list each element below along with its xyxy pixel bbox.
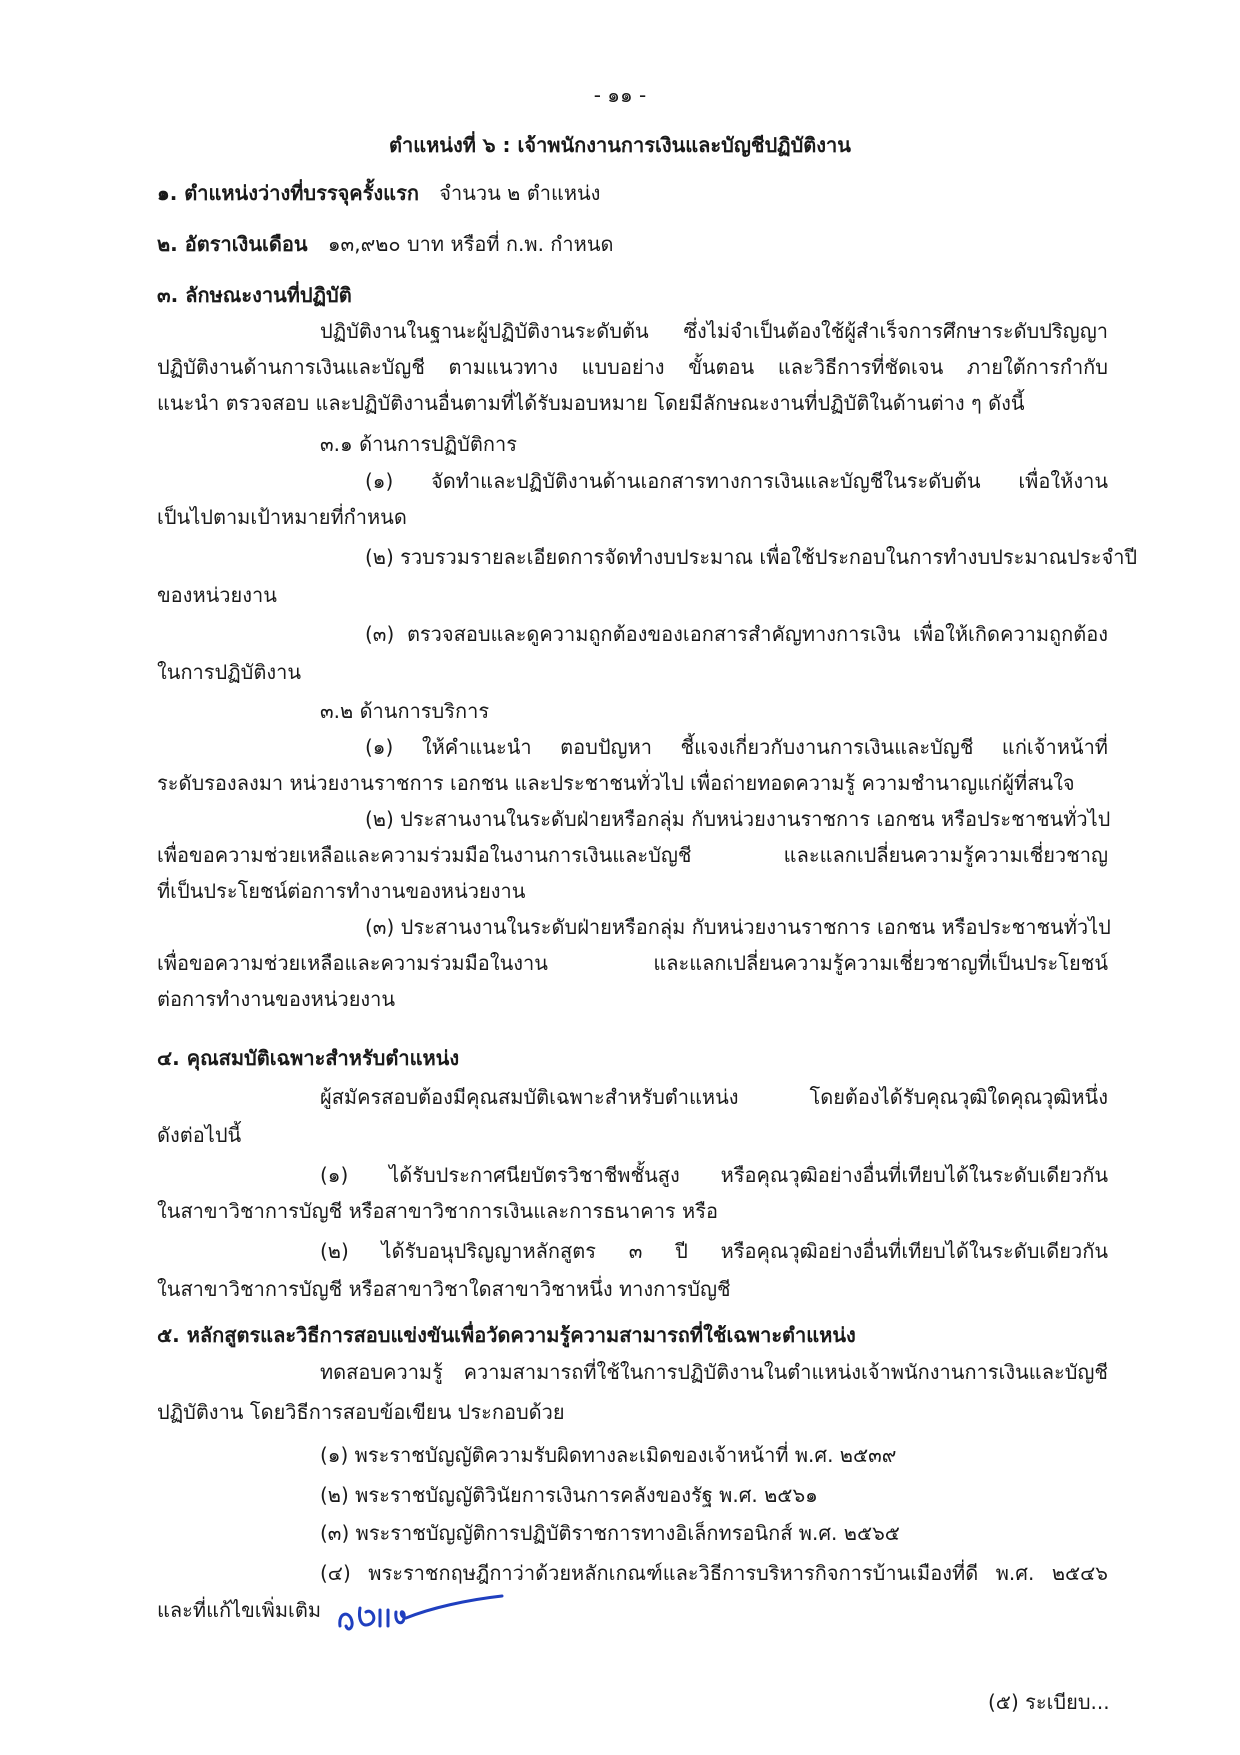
paragraph-line: ปฏิบัติงานด้านการเงินและบัญชี ตามแนวทาง แบบอย่าง ขั้นตอน และวิธีการที่ชัดเจน ภายใต้การกำกับ	[157, 355, 1108, 379]
list-item: (๒) ได้รับอนุปริญญาหลักสูตร ๓ ปี หรือคุณวุฒิอย่างอื่นที่เทียบได้ในระดับเดียวกัน	[320, 1239, 1108, 1263]
paragraph-line: ดังต่อไปนี้	[157, 1123, 242, 1147]
list-item-cont: เป็นไปตามเป้าหมายที่กำหนด	[157, 505, 407, 529]
section-1-heading: ๑. ตำแหน่งว่างที่บรรจุครั้งแรก	[157, 181, 419, 205]
next-page-reference: (๕) ระเบียบ...	[988, 1690, 1110, 1714]
section-2-text: ๑๓,๙๒๐ บาท หรือที่ ก.พ. กำหนด	[327, 232, 614, 256]
section-5-heading: ๕. หลักสูตรและวิธีการสอบแข่งขันเพื่อวัดความรู้ความสามารถที่ใช้เฉพาะตำแหน่ง	[157, 1323, 856, 1347]
list-item-cont: เพื่อขอความช่วยเหลือและความร่วมมือในงานการเงินและบัญชี และแลกเปลี่ยนความรู้ความเชี่ยวชาญ	[157, 843, 1108, 867]
list-item-cont: ของหน่วยงาน	[157, 583, 277, 607]
list-item-cont: ที่เป็นประโยชน์ต่อการทำงานของหน่วยงาน	[157, 879, 526, 903]
list-item: (๒) พระราชบัญญัติวินัยการเงินการคลังของรัฐ พ.ศ. ๒๕๖๑	[320, 1483, 818, 1507]
section-1-text: จำนวน ๒ ตำแหน่ง	[439, 181, 601, 205]
section-4-heading: ๔. คุณสมบัติเฉพาะสำหรับตำแหน่ง	[157, 1046, 460, 1070]
list-item-cont: ในสาขาวิชาการบัญชี หรือสาขาวิชาการเงินและการธนาคาร หรือ	[157, 1199, 718, 1223]
paragraph-line: ปฏิบัติงาน โดยวิธีการสอบข้อเขียน ประกอบด้วย	[157, 1400, 565, 1424]
page-number: - ๑๑ -	[593, 83, 647, 107]
section-2	[157, 229, 613, 259]
list-item-cont: เพื่อขอความช่วยเหลือและความร่วมมือในงาน และแลกเปลี่ยนความรู้ความเชี่ยวชาญที่เป็นประโยชน์	[157, 951, 1108, 975]
paragraph-line: ปฏิบัติงานในฐานะผู้ปฏิบัติงานระดับต้น ซึ่งไม่จำเป็นต้องใช้ผู้สำเร็จการศึกษาระดับปริญญา	[320, 319, 1108, 343]
list-item: (๓) พระราชบัญญัติการปฏิบัติราชการทางอิเล็กทรอนิกส์ พ.ศ. ๒๕๖๕	[320, 1521, 900, 1545]
paragraph-line: ทดสอบความรู้ ความสามารถที่ใช้ในการปฏิบัติงานในตำแหน่งเจ้าพนักงานการเงินและบัญชี	[320, 1360, 1108, 1384]
section-1	[157, 178, 600, 208]
subsection-3-1-heading: ๓.๑ ด้านการปฏิบัติการ	[320, 432, 517, 456]
section-3-heading: ๓. ลักษณะงานที่ปฏิบัติ	[157, 283, 352, 307]
paragraph-line: ผู้สมัครสอบต้องมีคุณสมบัติเฉพาะสำหรับตำแหน่ง โดยต้องได้รับคุณวุฒิใดคุณวุฒิหนึ่ง	[320, 1085, 1108, 1109]
list-item: (๑) ได้รับประกาศนียบัตรวิชาชีพชั้นสูง หรือคุณวุฒิอย่างอื่นที่เทียบได้ในระดับเดียวกัน	[320, 1163, 1108, 1187]
list-item-cont: ในสาขาวิชาการบัญชี หรือสาขาวิชาใดสาขาวิชาหนึ่ง ทางการบัญชี	[157, 1277, 731, 1301]
list-item: (๓) ประสานงานในระดับฝ่ายหรือกลุ่ม กับหน่วยงานราชการ เอกชน หรือประชาชนทั่วไป	[365, 915, 1111, 939]
list-item: (๑) ให้คำแนะนำ ตอบปัญหา ชี้แจงเกี่ยวกับงานการเงินและบัญชี แก่เจ้าหน้าที่	[365, 735, 1108, 759]
list-item: (๓) ตรวจสอบและดูความถูกต้องของเอกสารสำคัญทางการเงิน เพื่อให้เกิดความถูกต้อง	[365, 622, 1108, 646]
signature	[336, 1586, 506, 1646]
list-item-cont: ระดับรองลงมา หน่วยงานราชการ เอกชน และประชาชนทั่วไป เพื่อถ่ายทอดความรู้ ความชำนาญแก่ผู้ที่สนใจ	[157, 771, 1075, 795]
page-title: ตำแหน่งที่ ๖ : เจ้าพนักงานการเงินและบัญชีปฏิบัติงาน	[389, 133, 851, 157]
list-item-cont: ในการปฏิบัติงาน	[157, 660, 301, 684]
subsection-3-2-heading: ๓.๒ ด้านการบริการ	[320, 699, 490, 723]
list-item: (๔) พระราชกฤษฎีกาว่าด้วยหลักเกณฑ์และวิธีการบริหารกิจการบ้านเมืองที่ดี พ.ศ. ๒๕๔๖	[320, 1561, 1108, 1585]
paragraph-line: แนะนำ ตรวจสอบ และปฏิบัติงานอื่นตามที่ได้รับมอบหมาย โดยมีลักษณะงานที่ปฏิบัติในด้านต่าง ๆ ดังนี้	[157, 391, 1025, 415]
list-item-cont: และที่แก้ไขเพิ่มเติม	[157, 1598, 322, 1622]
list-item: (๑) พระราชบัญญัติความรับผิดทางละเมิดของเจ้าหน้าที่ พ.ศ. ๒๕๓๙	[320, 1443, 897, 1467]
list-item-cont: ต่อการทำงานของหน่วยงาน	[157, 987, 396, 1011]
section-2-heading: ๒. อัตราเงินเดือน	[157, 232, 308, 256]
list-item: (๒) รวบรวมรายละเอียดการจัดทำงบประมาณ เพื่อใช้ประกอบในการทำงบประมาณประจำปี	[365, 545, 1138, 569]
list-item: (๒) ประสานงานในระดับฝ่ายหรือกลุ่ม กับหน่วยงานราชการ เอกชน หรือประชาชนทั่วไป	[365, 807, 1111, 831]
list-item: (๑) จัดทำและปฏิบัติงานด้านเอกสารทางการเงินและบัญชีในระดับต้น เพื่อให้งาน	[365, 469, 1108, 493]
